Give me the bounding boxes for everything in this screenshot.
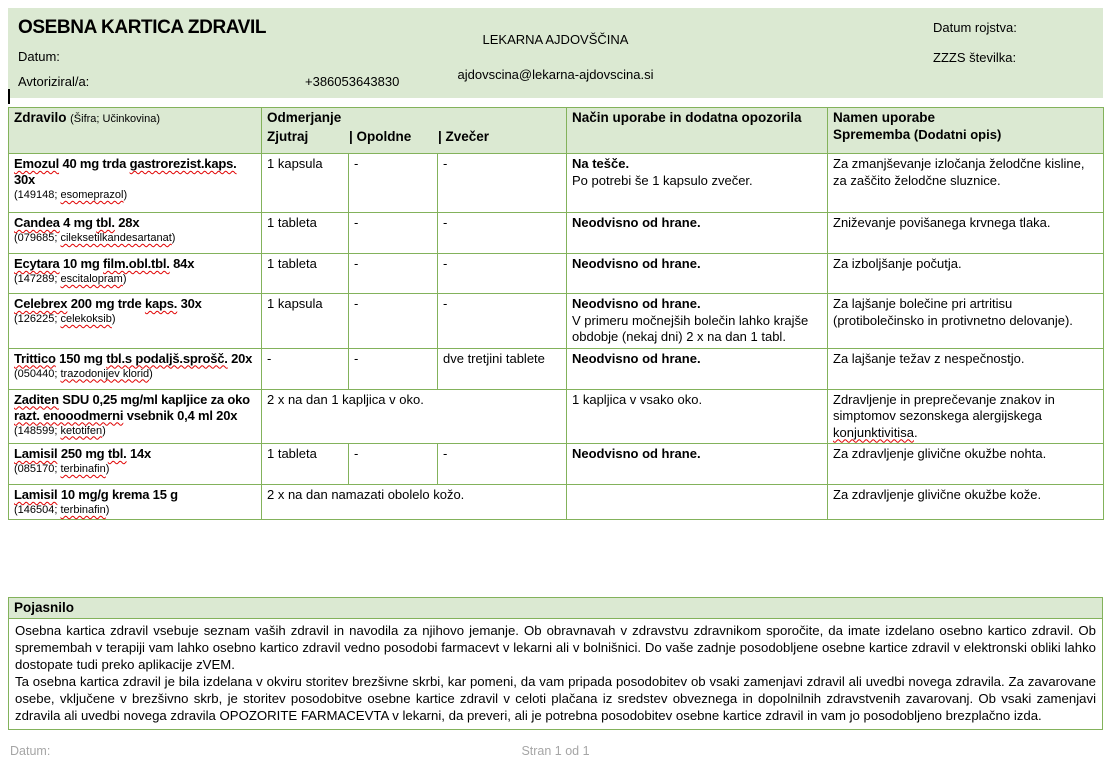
misspelled-word: celekoksib [60, 313, 112, 325]
drug-code [14, 425, 256, 438]
drug-code [14, 504, 256, 517]
drug-code [14, 368, 256, 381]
usage-line: Neodvisno od hrane. [572, 350, 701, 366]
drug-cell [9, 348, 262, 389]
text-segment: ) [122, 273, 127, 285]
purpose-cell [828, 348, 1104, 389]
text-cursor [8, 89, 10, 104]
text-segment: (050440; [14, 367, 61, 380]
text-segment: 40 mg trda [59, 156, 130, 171]
text-segment: 10 mg/g krema 15 g [57, 487, 178, 502]
text-segment: Za lajšanje bolečine pri artritisu (protibolečinsko in protivnetno delovanje). [833, 296, 1073, 328]
text-segment: (085170; [14, 463, 61, 475]
usage-line: Neodvisno od hrane. [572, 256, 701, 271]
text-segment: Zniževanje povišanega krvnega tlaka. [833, 215, 1051, 230]
purpose-header-label: Namen uporabe [833, 110, 936, 125]
drug-name [14, 446, 256, 462]
drug-code [14, 313, 256, 326]
drug-name [14, 487, 256, 503]
dose-evening-cell: - [438, 294, 567, 349]
text-segment: ) [111, 313, 116, 325]
table-header-row [9, 108, 1104, 154]
dose-evening-cell: - [438, 213, 567, 254]
text-segment: Zdravljenje in preprečevanje znakov in simptomov sezonskega alergijskega [833, 391, 1055, 423]
medication-row [9, 444, 1104, 485]
dose-noon-cell: - [349, 444, 438, 485]
misspelled-word: esomeprazol [60, 189, 124, 201]
misspelled-word: razt. enooodmerni [14, 407, 124, 423]
drug-header-label: Zdravilo [14, 110, 67, 125]
text-segment: 30x [14, 172, 36, 187]
text-segment: (126225; [14, 313, 61, 325]
usage-line: Neodvisno od hrane. [572, 296, 701, 311]
text-segment: Za zdravljenje glivične okužbe nohta. [833, 446, 1047, 461]
misspelled-word: cileksetilkandesartanat [60, 232, 172, 244]
text-segment: 28x [114, 215, 140, 230]
usage-cell [567, 213, 828, 254]
drug-header-sub-label: (Šifra; Učinkovina) [70, 113, 160, 125]
text-segment: 150 mg [55, 350, 107, 366]
text-segment: (147289; [14, 273, 61, 285]
morning-header-label: Zjutraj [267, 128, 309, 144]
misspelled-word: trazodonijev klorid [60, 367, 150, 380]
usage-header-label: Način uporabe in dodatna opozorila [572, 110, 802, 125]
medication-row [9, 389, 1104, 444]
explanation-paragraph: Ta osebna kartica zdravil je bila izdelana v okviru storitev brezšivne skrbi, kar pomeni, da vam pripada posodobitev ob vsaki zamenjavi zdravil ali uvedbi novega zdravila. Za zavarovane osebe, vključene v brezšivno skrb, je storitev posodobitve osebne kartice zdravil v celoti plačana iz sredstev obveznega in dopolnilnih zdravstvenih zavarovanj. Ob vsaki zamenjavi zdravila ali uvedbi novega zdravila OPOZORITE FARMACEVTA v lekarni, da preveri, ali je potrebna posodobitev osebne kartice zdravil in vam jo posodobljeno brezplačno izda. [15, 674, 1096, 724]
medication-row [9, 348, 1104, 389]
usage-cell [567, 389, 828, 444]
dose-morning-cell: 1 kapsula [262, 154, 349, 213]
text-segment: 200 mg trde [67, 296, 145, 311]
misspelled-word: ketotifen [60, 424, 103, 437]
dose-morning-cell: 1 tableta [262, 254, 349, 294]
purpose-cell [828, 254, 1104, 294]
birth-date-label: Datum rojstva: [933, 20, 1017, 35]
text-segment: ) [171, 232, 176, 244]
text-segment: (148599; [14, 424, 61, 437]
text-segment: 30x [177, 296, 202, 311]
change-header-sub-label: (Dodatni opis) [913, 126, 1002, 142]
dose-span-cell: 2 x na dan 1 kapljica v oko. [262, 389, 567, 444]
medication-row [9, 254, 1104, 294]
drug-cell [9, 154, 262, 213]
footer-page-number: Stran 1 od 1 [521, 744, 590, 758]
dose-morning-cell: 1 tableta [262, 213, 349, 254]
text-segment: ) [102, 424, 106, 437]
misspelled-word: Ecytara [14, 256, 60, 271]
misspelled-word: kaps. [144, 296, 178, 311]
dose-noon-cell: - [349, 154, 438, 213]
change-header-label: Sprememba [833, 126, 911, 142]
misspelled-word: tbl. [96, 215, 115, 230]
drug-name [14, 296, 256, 312]
dose-noon-cell: - [349, 294, 438, 349]
usage-cell [567, 294, 828, 349]
drug-code [14, 189, 256, 202]
misspelled-word: Trittico [14, 350, 56, 366]
drug-cell [9, 485, 262, 520]
explanation-paragraph: Osebna kartica zdravil vsebuje seznam vaših zdravil in navodila za njihovo jemanje. Ob obravnavah v zdravstvu zdravnikom sporočite, da imate izdelano osebno kartico zdravil. Ob spremembah v terapiji vam lahko osebno kartico zdravil vedno posodobi farmacevt v lekarni ali v bolnišnici. Do vaše zadnje posodobljene osebne kartice zdravil v elektronski obliki lahko dostopate tudi preko aplikacije zVEM. [15, 623, 1096, 673]
pharmacy-email: ajdovscina@lekarna-ajdovscina.si [457, 67, 654, 82]
drug-name [14, 215, 256, 231]
dose-evening-cell: - [438, 444, 567, 485]
misspelled-word: Emozul [14, 156, 60, 171]
drug-name [14, 351, 256, 367]
misspelled-word: Lamisil [14, 446, 58, 461]
text-segment: SDU 0,25 mg/ml kapljice za oko [58, 391, 250, 407]
pharmacy-phone: +386053643830 [305, 74, 400, 89]
drug-code [14, 463, 256, 476]
text-segment: ) [105, 463, 110, 475]
usage-cell [567, 154, 828, 213]
dose-noon-cell: - [349, 213, 438, 254]
date-label: Datum: [18, 49, 60, 64]
drug-code [14, 273, 256, 286]
dose-morning-cell: 1 kapsula [262, 294, 349, 349]
medication-row [9, 154, 1104, 213]
explanation-body [8, 618, 1103, 730]
text-segment: Za lajšanje težav z nespečnostjo. [833, 350, 1025, 366]
purpose-subheader [833, 127, 1098, 144]
dose-noon-cell: - [349, 254, 438, 294]
misspelled-word: Zaditen [14, 391, 59, 407]
usage-cell [567, 444, 828, 485]
col-header-dosing [262, 108, 567, 154]
authorized-by-label: Avtoriziral/a: [18, 74, 90, 89]
purpose-cell [828, 154, 1104, 213]
drug-name [14, 156, 256, 188]
pharmacy-name: LEKARNA AJDOVŠČINA [482, 32, 629, 47]
text-segment: 4 mg [59, 215, 97, 230]
misspelled-word: gastrorezist.kaps. [129, 156, 237, 171]
purpose-cell [828, 389, 1104, 444]
col-header-purpose [828, 108, 1104, 154]
text-segment: 84x [169, 256, 195, 271]
misspelled-word: terbinafin [60, 504, 106, 516]
text-segment: Za zdravljenje glivične okužbe kože. [833, 487, 1042, 502]
text-segment: ) [105, 504, 110, 516]
explanation-section [8, 597, 1103, 730]
misspelled-word: escitalopram [60, 273, 123, 285]
dosing-subheader [267, 129, 561, 146]
usage-line: 1 kapljica v vsako oko. [572, 391, 703, 407]
usage-line: Po potrebi še 1 kapsulo zvečer. [572, 172, 753, 188]
purpose-cell [828, 485, 1104, 520]
misspelled-word: tbl. [107, 446, 127, 461]
text-segment: Za izboljšanje počutja. [833, 256, 962, 271]
text-segment: 10 mg [59, 256, 103, 271]
dose-span-cell: 2 x na dan namazati obolelo kožo. [262, 485, 567, 520]
footer-date-label: Datum: [10, 744, 51, 758]
usage-cell [567, 348, 828, 389]
misspelled-word: konjunktivitisa [833, 424, 914, 440]
dose-noon-cell: - [349, 348, 438, 389]
page-title: OSEBNA KARTICA ZDRAVIL [18, 17, 267, 38]
drug-code [14, 232, 256, 245]
text-segment: Za zmanjševanje izločanja želodčne kisline, za zaščito želodčne sluznice. [833, 156, 1085, 188]
header-band [8, 8, 1103, 98]
evening-header-label: | Zvečer [438, 128, 490, 144]
misspelled-word: terbinafin [60, 463, 106, 475]
drug-cell [9, 389, 262, 444]
text-segment: . [913, 424, 918, 440]
medication-row [9, 485, 1104, 520]
purpose-cell [828, 213, 1104, 254]
purpose-cell [828, 444, 1104, 485]
usage-cell [567, 254, 828, 294]
drug-name [14, 256, 256, 272]
text-segment: ) [123, 189, 128, 201]
medication-row [9, 294, 1104, 349]
misspelled-word: tbl.s podaljš.sprošč. [106, 350, 228, 366]
dose-morning-cell: - [262, 348, 349, 389]
col-header-usage [567, 108, 828, 154]
usage-line: Na tešče. [572, 156, 630, 171]
explanation-title: Pojasnilo [8, 597, 1103, 618]
zzzs-number-label: ZZZS številka: [933, 50, 1017, 65]
drug-cell [9, 213, 262, 254]
medication-table [8, 107, 1104, 520]
misspelled-word: Lamisil [14, 487, 58, 502]
misspelled-word: Celebrex [14, 296, 68, 311]
text-segment: 14x [126, 446, 152, 461]
text-segment: 20x [227, 350, 253, 366]
text-segment: ) [149, 367, 153, 380]
text-segment: 250 mg [57, 446, 108, 461]
purpose-cell [828, 294, 1104, 349]
misspelled-word: Candea [14, 215, 60, 230]
noon-header-label: | Opoldne [349, 128, 412, 144]
medication-row [9, 213, 1104, 254]
usage-line: Neodvisno od hrane. [572, 446, 701, 461]
drug-cell [9, 294, 262, 349]
dose-evening-cell: - [438, 154, 567, 213]
text-segment: (079685; [14, 232, 61, 244]
col-header-drug [9, 108, 262, 154]
text-segment: (146504; [14, 504, 61, 516]
misspelled-word: film.obl.tbl. [103, 256, 170, 271]
drug-cell [9, 444, 262, 485]
dose-evening-cell: dve tretjini tablete [438, 348, 567, 389]
drug-cell [9, 254, 262, 294]
text-segment: vsebnik 0,4 ml 20x [123, 407, 238, 423]
text-segment: (149148; [14, 189, 61, 201]
dosing-header-label: Odmerjanje [267, 110, 342, 125]
usage-line: V primeru močnejših bolečin lahko krajše obdobje (nekaj dni) 2 x na dan 1 tabl. [572, 312, 809, 344]
dose-morning-cell: 1 tableta [262, 444, 349, 485]
dose-evening-cell: - [438, 254, 567, 294]
usage-cell [567, 485, 828, 520]
usage-line: Neodvisno od hrane. [572, 215, 701, 230]
drug-name [14, 392, 256, 424]
